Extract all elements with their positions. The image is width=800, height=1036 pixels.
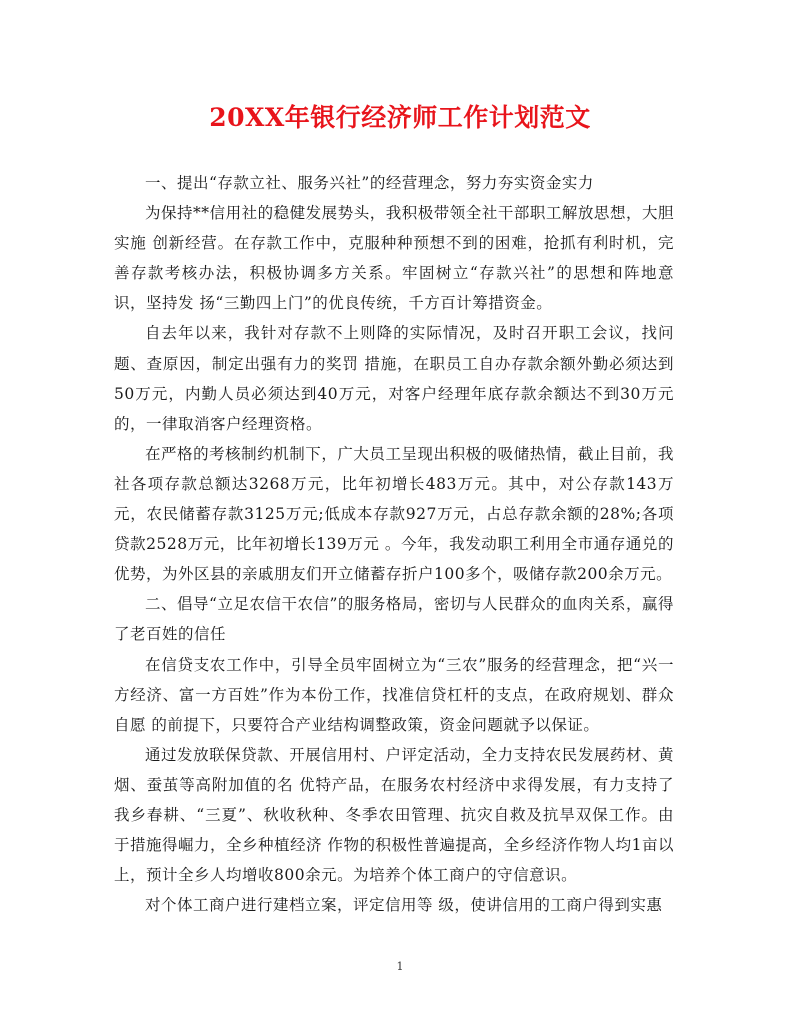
body-paragraph: 为保持**信用社的稳健发展势头，我积极带领全社干部职工解放思想，大胆实施 创新经营。在存款工作中，克服种种预想不到的困难，抢抓有利时机，完善存款考核办法，积极协调多方关系。牢固树立“存款兴社”的思想和阵地意识，坚持发 扬“三勤四上门”的优良传统，千方百计筹措资金。 [114,204,674,313]
section-heading-2: 二、倡导“立足农信干农信”的服务格局，密切与人民群众的血肉关系，赢得了老百姓的信任 [114,595,674,644]
body-paragraph: 在信贷支农工作中，引导全员牢固树立为“三农”服务的经营理念，把“兴一方经济、富一方百姓”作为本份工作，找准信贷杠杆的支点，在政府规划、群众自愿 的前提下，只要符合产业结构调整政策，资金问题就予以保证。 [114,655,674,734]
body-paragraph: 对个体工商户进行建档立案，评定信用等 级，使讲信用的工商户得到实惠 [145,896,663,915]
document-body [114,168,674,920]
body-paragraph: 自去年以来，我针对存款不上则降的实际情况，及时召开职工会议，找问题、查原因，制定出强有力的奖罚 措施，在职员工自办存款余额外勤必须达到50万元，内勤人员必须达到40万元，对客户经理年底存款余额达不到30万元的，一律取消客户经理资格。 [114,324,674,433]
document-title: 20XX年银行经济师工作计划范文 [209,103,591,132]
page-number: 1 [396,960,404,973]
section-heading-1: 一、提出“存款立社、服务兴社”的经营理念，努力夯实资金实力 [145,174,594,192]
body-paragraph: 通过发放联保贷款、开展信用村、户评定活动，全力支持农民发展药材、黄烟、蚕茧等高附加值的名 优特产品，在服务农村经济中求得发展，有力支持了我乡春耕、“三夏”、秋收秋种、冬季农田管理、抗灾自救及抗旱双保工作。由于措施得崛力，全乡种植经济 作物的积极性普遍提高，全乡经济作物人均1亩以上，预计全乡人均增收800余元。为培养个体工商户的守信意识。 [114,745,674,885]
body-paragraph: 在严格的考核制约机制下，广大员工呈现出积极的吸储热情，截止目前，我社各项存款总额达3268万元，比年初增长483万元。其中，对公存款143万 元，农民储蓄存款3125万元;低成本存款927万元，占总存款余额的28%;各项贷款2528万元，比年初增长139万元 。今年，我发动职工利用全市通存通兑的优势，为外区县的亲戚朋友们开立储蓄存折户100多个，吸储存款200余万元。 [114,444,674,584]
